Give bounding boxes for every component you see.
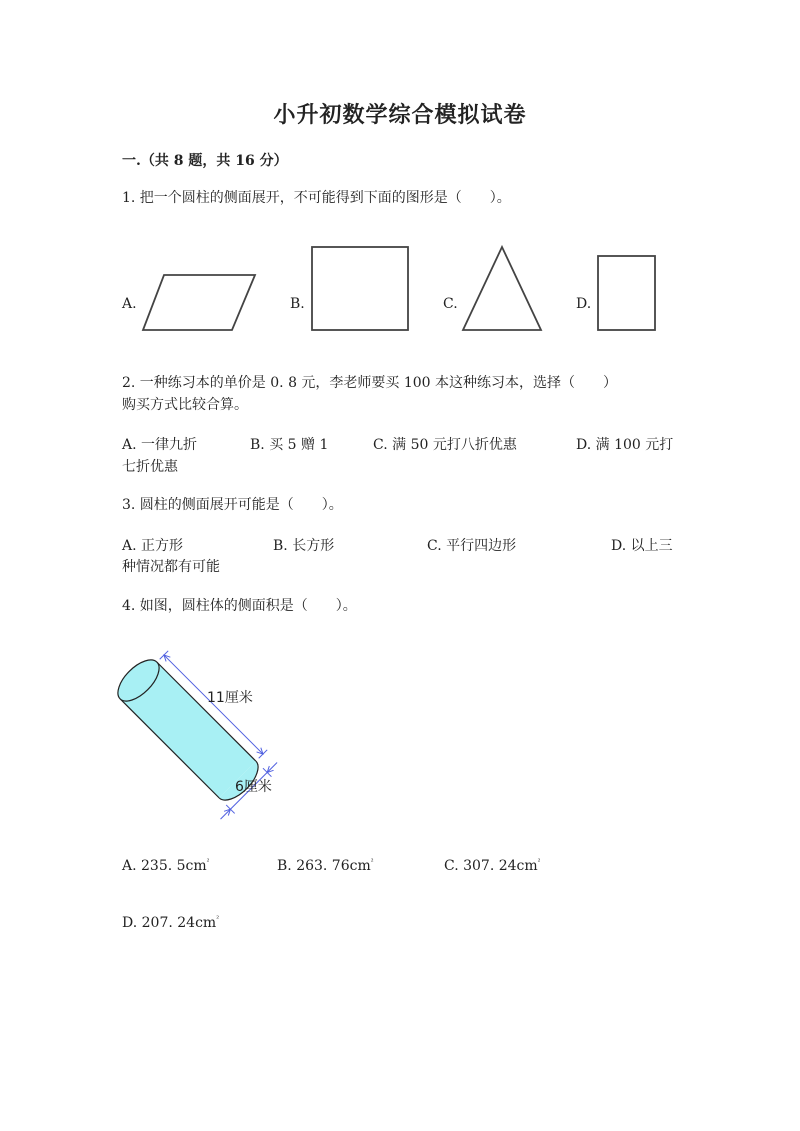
q1-option-a-label: A. bbox=[122, 296, 137, 312]
q4-option-c: C. 307. $24cm^{^2}$ bbox=[444, 858, 541, 874]
page-title: 小升初数学综合模拟试卷 bbox=[273, 102, 527, 128]
q3-option-d-wrap: 种情况都有可能 bbox=[122, 559, 220, 575]
question-1-text: 1. 把一个圆柱的侧面展开，不可能得到下面的图形是（ ）。 bbox=[122, 190, 511, 206]
q2-option-b: B. 买 5 赠 1 bbox=[250, 437, 329, 453]
q1-option-d-label: D. bbox=[576, 296, 592, 312]
cylinder-length-label: 11厘米 bbox=[207, 690, 253, 706]
q1-option-b-label: B. bbox=[290, 296, 305, 312]
q4-option-d: D. 207. $24cm^{^2}$ bbox=[122, 915, 219, 931]
cylinder-diameter-label: 6厘米 bbox=[235, 779, 272, 795]
q3-option-c: C. 平行四边形 bbox=[427, 538, 517, 554]
q3-option-d: D. 以上三 bbox=[611, 538, 673, 554]
question-2-line-2: 购买方式比较合算。 bbox=[122, 397, 248, 413]
q4-option-b: B. 263. $76cm^{^2}$ bbox=[277, 858, 374, 874]
q4-option-a: A. 235. $5cm^{^2}$ bbox=[122, 858, 210, 874]
q2-option-c: C. 满 50 元打八折优惠 bbox=[373, 437, 517, 453]
q2-option-d: D. 满 100 元打 bbox=[576, 437, 674, 453]
q3-option-b: B. 长方形 bbox=[273, 538, 335, 554]
q1-option-c-label: C. bbox=[443, 296, 458, 312]
question-2-line-1: 2. 一种练习本的单价是 0. 8 元，李老师要买 100 本这种练习本，选择（ ） bbox=[122, 375, 618, 391]
q2-option-d-wrap: 七折优惠 bbox=[122, 459, 178, 475]
question-4-text: 4. 如图，圆柱体的侧面积是（ ）。 bbox=[122, 598, 357, 614]
question-3-text: 3. 圆柱的侧面展开可能是（ ）。 bbox=[122, 497, 343, 513]
q2-option-a: A. 一律九折 bbox=[122, 437, 198, 453]
section-header: 一.（共 8 题，共 16 分） bbox=[122, 153, 288, 169]
q3-option-a: A. 正方形 bbox=[122, 538, 184, 554]
